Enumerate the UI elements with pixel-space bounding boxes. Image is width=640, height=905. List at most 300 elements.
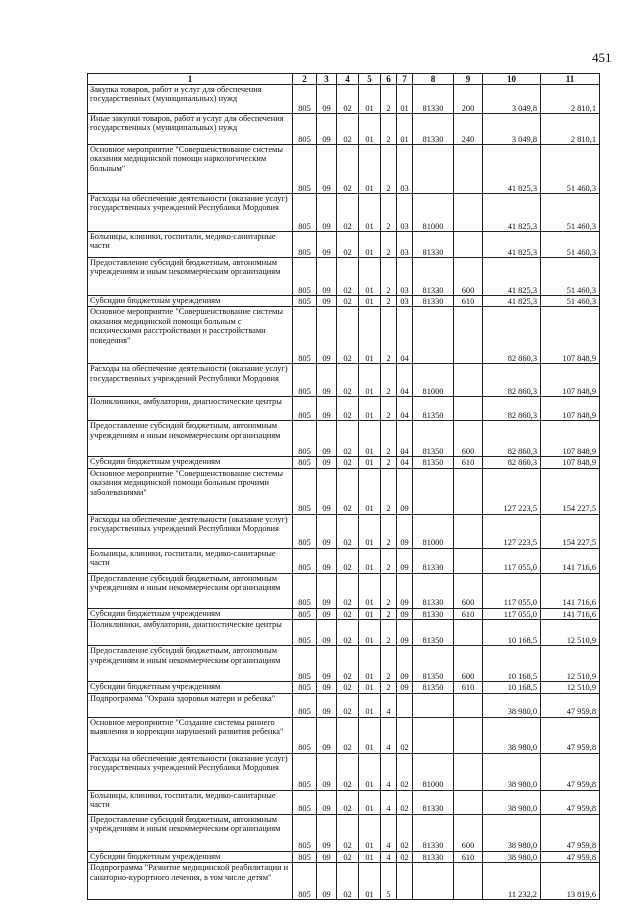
code-event-cell: 02	[397, 790, 413, 814]
code-direction-cell	[413, 717, 454, 753]
code-event-cell: 09	[397, 514, 413, 548]
code-program-cell: 01	[359, 790, 381, 814]
expense-name-cell: Больницы, клиники, госпитали, медико-санитарные части	[88, 548, 293, 573]
code-direction-cell: 81330	[413, 114, 454, 145]
amount-year-2-cell: 12 510,9	[541, 682, 600, 693]
code-subprogram-cell: 2	[381, 194, 397, 232]
table-header-row	[88, 74, 600, 85]
amount-year-2-cell: 141 716,6	[541, 573, 600, 608]
code-subsection-cell: 02	[337, 194, 359, 232]
code-subsection-cell: 02	[337, 364, 359, 397]
code-event-cell: 03	[397, 232, 413, 258]
amount-year-2-cell: 12 510,9	[541, 620, 600, 646]
code-subprogram-cell: 2	[381, 608, 397, 619]
amount-year-1-cell: 117 055,0	[483, 608, 541, 619]
amount-year-1-cell: 38 980,0	[483, 693, 541, 717]
code-grbs-cell: 805	[293, 397, 317, 421]
expense-name-cell: Предоставление субсидий бюджетным, автономным учреждениям и иным некоммерческим организациям	[88, 646, 293, 682]
code-subprogram-cell: 2	[381, 548, 397, 573]
table-row	[88, 114, 600, 145]
table-row	[88, 717, 600, 753]
table-row	[88, 753, 600, 790]
code-expense-type-cell	[454, 468, 483, 514]
amount-year-1-cell: 117 055,0	[483, 548, 541, 573]
code-direction-cell: 81000	[413, 514, 454, 548]
table-row	[88, 258, 600, 296]
code-subsection-cell: 02	[337, 682, 359, 693]
code-section-cell: 09	[317, 421, 337, 457]
table-row	[88, 85, 600, 114]
amount-year-1-cell: 41 825,3	[483, 232, 541, 258]
expense-name-cell: Расходы на обеспечение деятельности (оказание услуг) государственных учреждений Республики Мордовия	[88, 753, 293, 790]
code-direction-cell	[413, 307, 454, 364]
code-subprogram-cell: 4	[381, 790, 397, 814]
table-row	[88, 397, 600, 421]
table-row	[88, 863, 600, 900]
column-header: 11	[541, 74, 600, 85]
amount-year-2-cell: 154 227,5	[541, 514, 600, 548]
amount-year-2-cell: 2 810,1	[541, 85, 600, 114]
amount-year-2-cell: 2 810,1	[541, 114, 600, 145]
code-subprogram-cell: 2	[381, 296, 397, 307]
table-row	[88, 307, 600, 364]
amount-year-1-cell: 82 860,3	[483, 457, 541, 468]
code-event-cell: 04	[397, 397, 413, 421]
amount-year-1-cell: 38 980,0	[483, 851, 541, 862]
code-subsection-cell: 02	[337, 646, 359, 682]
amount-year-2-cell: 47 959,8	[541, 717, 600, 753]
amount-year-2-cell: 12 510,9	[541, 646, 600, 682]
code-event-cell	[397, 693, 413, 717]
code-grbs-cell: 805	[293, 790, 317, 814]
amount-year-2-cell: 51 460,3	[541, 258, 600, 296]
code-direction-cell: 81350	[413, 397, 454, 421]
amount-year-1-cell: 10 168,5	[483, 682, 541, 693]
code-program-cell: 01	[359, 646, 381, 682]
table-row	[88, 646, 600, 682]
code-expense-type-cell: 610	[454, 296, 483, 307]
code-grbs-cell: 805	[293, 646, 317, 682]
code-direction-cell: 81000	[413, 364, 454, 397]
expense-name-cell: Субсидии бюджетным учреждениям	[88, 457, 293, 468]
code-expense-type-cell	[454, 548, 483, 573]
code-direction-cell	[413, 693, 454, 717]
amount-year-1-cell: 38 980,0	[483, 717, 541, 753]
code-subsection-cell: 02	[337, 457, 359, 468]
amount-year-1-cell: 3 049,8	[483, 85, 541, 114]
expense-name-cell: Основное мероприятие "Совершенствование системы оказания медицинской помощи больным прочими заболеваниями"	[88, 468, 293, 514]
code-program-cell: 01	[359, 421, 381, 457]
code-subprogram-cell: 4	[381, 814, 397, 851]
table-row	[88, 682, 600, 693]
table-row	[88, 364, 600, 397]
code-subsection-cell: 02	[337, 397, 359, 421]
code-program-cell: 01	[359, 85, 381, 114]
amount-year-2-cell: 47 959,8	[541, 753, 600, 790]
code-section-cell: 09	[317, 114, 337, 145]
code-subprogram-cell: 2	[381, 258, 397, 296]
code-event-cell: 02	[397, 851, 413, 862]
code-subsection-cell: 02	[337, 620, 359, 646]
code-subsection-cell: 02	[337, 717, 359, 753]
table-row	[88, 421, 600, 457]
code-expense-type-cell	[454, 753, 483, 790]
table-row	[88, 145, 600, 194]
code-section-cell: 09	[317, 717, 337, 753]
table-row	[88, 514, 600, 548]
code-event-cell: 09	[397, 620, 413, 646]
code-direction-cell	[413, 468, 454, 514]
code-program-cell: 01	[359, 863, 381, 900]
amount-year-2-cell: 107 848,9	[541, 397, 600, 421]
expense-name-cell: Субсидии бюджетным учреждениям	[88, 851, 293, 862]
code-expense-type-cell: 610	[454, 457, 483, 468]
code-direction-cell: 81330	[413, 814, 454, 851]
amount-year-1-cell: 38 980,0	[483, 790, 541, 814]
code-expense-type-cell: 600	[454, 646, 483, 682]
code-subprogram-cell: 2	[381, 468, 397, 514]
code-section-cell: 09	[317, 753, 337, 790]
code-subprogram-cell: 2	[381, 682, 397, 693]
code-direction-cell: 81000	[413, 753, 454, 790]
code-event-cell: 04	[397, 457, 413, 468]
code-event-cell: 02	[397, 753, 413, 790]
expense-name-cell: Основное мероприятие "Создание системы раннего выявления и коррекции нарушений развития ребенка"	[88, 717, 293, 753]
table-row	[88, 457, 600, 468]
code-direction-cell: 81350	[413, 421, 454, 457]
amount-year-1-cell: 82 860,3	[483, 307, 541, 364]
code-subsection-cell: 02	[337, 421, 359, 457]
code-program-cell: 01	[359, 232, 381, 258]
code-subsection-cell: 02	[337, 548, 359, 573]
code-grbs-cell: 805	[293, 364, 317, 397]
code-expense-type-cell	[454, 145, 483, 194]
budget-table	[87, 73, 600, 900]
code-program-cell: 01	[359, 194, 381, 232]
code-section-cell: 09	[317, 608, 337, 619]
code-direction-cell: 81350	[413, 682, 454, 693]
amount-year-2-cell: 154 227,5	[541, 468, 600, 514]
code-subprogram-cell: 4	[381, 753, 397, 790]
code-section-cell: 09	[317, 693, 337, 717]
table-row	[88, 548, 600, 573]
expense-name-cell: Поликлиники, амбулатории, диагностические центры	[88, 397, 293, 421]
code-section-cell: 09	[317, 397, 337, 421]
code-section-cell: 09	[317, 514, 337, 548]
code-event-cell: 04	[397, 421, 413, 457]
code-grbs-cell: 805	[293, 421, 317, 457]
code-expense-type-cell	[454, 194, 483, 232]
code-subsection-cell: 02	[337, 307, 359, 364]
table-row	[88, 468, 600, 514]
code-event-cell: 09	[397, 573, 413, 608]
code-direction-cell: 81330	[413, 548, 454, 573]
code-subprogram-cell: 2	[381, 421, 397, 457]
amount-year-1-cell: 82 860,3	[483, 397, 541, 421]
code-subprogram-cell: 2	[381, 85, 397, 114]
amount-year-2-cell: 107 848,9	[541, 457, 600, 468]
code-section-cell: 09	[317, 232, 337, 258]
column-header: 7	[397, 74, 413, 85]
amount-year-2-cell: 51 460,3	[541, 232, 600, 258]
expense-name-cell: Предоставление субсидий бюджетным, автономным учреждениям и иным некоммерческим организациям	[88, 573, 293, 608]
code-program-cell: 01	[359, 364, 381, 397]
code-grbs-cell: 805	[293, 608, 317, 619]
code-subprogram-cell: 2	[381, 364, 397, 397]
code-grbs-cell: 805	[293, 258, 317, 296]
code-section-cell: 09	[317, 646, 337, 682]
amount-year-2-cell: 107 848,9	[541, 307, 600, 364]
code-program-cell: 01	[359, 468, 381, 514]
code-grbs-cell: 805	[293, 232, 317, 258]
code-section-cell: 09	[317, 682, 337, 693]
code-expense-type-cell: 610	[454, 682, 483, 693]
code-program-cell: 01	[359, 693, 381, 717]
expense-name-cell: Поликлиники, амбулатории, диагностические центры	[88, 620, 293, 646]
code-grbs-cell: 805	[293, 468, 317, 514]
code-section-cell: 09	[317, 790, 337, 814]
code-section-cell: 09	[317, 145, 337, 194]
code-program-cell: 01	[359, 145, 381, 194]
amount-year-2-cell: 13 819,6	[541, 863, 600, 900]
code-event-cell: 04	[397, 364, 413, 397]
code-expense-type-cell: 600	[454, 258, 483, 296]
expense-name-cell: Предоставление субсидий бюджетным, автономным учреждениям и иным некоммерческим организациям	[88, 421, 293, 457]
code-event-cell: 01	[397, 85, 413, 114]
code-expense-type-cell: 600	[454, 573, 483, 608]
code-event-cell: 09	[397, 608, 413, 619]
code-grbs-cell: 805	[293, 620, 317, 646]
expense-name-cell: Иные закупки товаров, работ и услуг для обеспечения государственных (муниципальных) нужд	[88, 114, 293, 145]
code-expense-type-cell	[454, 397, 483, 421]
expense-name-cell: Субсидии бюджетным учреждениям	[88, 608, 293, 619]
code-program-cell: 01	[359, 620, 381, 646]
amount-year-2-cell: 141 716,6	[541, 608, 600, 619]
expense-name-cell: Закупка товаров, работ и услуг для обеспечения государственных (муниципальных) нужд	[88, 85, 293, 114]
code-grbs-cell: 805	[293, 851, 317, 862]
code-section-cell: 09	[317, 620, 337, 646]
table-row	[88, 620, 600, 646]
code-subprogram-cell: 4	[381, 851, 397, 862]
code-subprogram-cell: 2	[381, 145, 397, 194]
code-expense-type-cell	[454, 863, 483, 900]
code-grbs-cell: 805	[293, 573, 317, 608]
expense-name-cell: Основное мероприятие "Совершенствование системы оказания медицинской помощи наркологическим больным"	[88, 145, 293, 194]
code-subprogram-cell: 2	[381, 514, 397, 548]
code-subsection-cell: 02	[337, 573, 359, 608]
amount-year-2-cell: 51 460,3	[541, 296, 600, 307]
code-event-cell: 09	[397, 548, 413, 573]
code-expense-type-cell: 600	[454, 814, 483, 851]
code-subprogram-cell: 2	[381, 457, 397, 468]
table-row	[88, 790, 600, 814]
code-direction-cell: 81330	[413, 232, 454, 258]
column-header: 2	[293, 74, 317, 85]
code-direction-cell: 81330	[413, 573, 454, 608]
code-grbs-cell: 805	[293, 457, 317, 468]
code-event-cell: 02	[397, 717, 413, 753]
table-row	[88, 194, 600, 232]
column-header: 9	[454, 74, 483, 85]
code-program-cell: 01	[359, 514, 381, 548]
code-subsection-cell: 02	[337, 232, 359, 258]
code-grbs-cell: 805	[293, 514, 317, 548]
code-expense-type-cell: 610	[454, 851, 483, 862]
code-direction-cell: 81330	[413, 296, 454, 307]
code-subprogram-cell: 4	[381, 717, 397, 753]
code-section-cell: 09	[317, 296, 337, 307]
code-expense-type-cell	[454, 514, 483, 548]
code-direction-cell: 81330	[413, 85, 454, 114]
amount-year-2-cell: 51 460,3	[541, 145, 600, 194]
code-direction-cell	[413, 145, 454, 194]
table-row	[88, 296, 600, 307]
code-event-cell: 03	[397, 194, 413, 232]
code-section-cell: 09	[317, 85, 337, 114]
code-expense-type-cell: 240	[454, 114, 483, 145]
table-row	[88, 232, 600, 258]
expense-name-cell: Расходы на обеспечение деятельности (оказание услуг) государственных учреждений Республики Мордовия	[88, 364, 293, 397]
expense-name-cell: Расходы на обеспечение деятельности (оказание услуг) государственных учреждений Республики Мордовия	[88, 514, 293, 548]
code-program-cell: 01	[359, 114, 381, 145]
code-grbs-cell: 805	[293, 682, 317, 693]
amount-year-1-cell: 41 825,3	[483, 296, 541, 307]
code-section-cell: 09	[317, 258, 337, 296]
column-header: 3	[317, 74, 337, 85]
code-section-cell: 09	[317, 863, 337, 900]
expense-name-cell: Расходы на обеспечение деятельности (оказание услуг) государственных учреждений Республики Мордовия	[88, 194, 293, 232]
code-section-cell: 09	[317, 851, 337, 862]
code-subsection-cell: 02	[337, 114, 359, 145]
code-grbs-cell: 805	[293, 85, 317, 114]
expense-name-cell: Предоставление субсидий бюджетным, автономным учреждениям и иным некоммерческим организациям	[88, 814, 293, 851]
amount-year-2-cell: 107 848,9	[541, 421, 600, 457]
code-subprogram-cell: 2	[381, 307, 397, 364]
code-expense-type-cell	[454, 693, 483, 717]
table-row	[88, 851, 600, 862]
code-subprogram-cell: 2	[381, 232, 397, 258]
code-event-cell: 02	[397, 814, 413, 851]
code-section-cell: 09	[317, 194, 337, 232]
expense-name-cell: Субсидии бюджетным учреждениям	[88, 296, 293, 307]
amount-year-2-cell: 47 959,8	[541, 790, 600, 814]
column-header: 6	[381, 74, 397, 85]
code-program-cell: 01	[359, 682, 381, 693]
code-program-cell: 01	[359, 753, 381, 790]
code-section-cell: 09	[317, 307, 337, 364]
code-subsection-cell: 02	[337, 693, 359, 717]
code-section-cell: 09	[317, 364, 337, 397]
column-header: 8	[413, 74, 454, 85]
code-section-cell: 09	[317, 573, 337, 608]
code-section-cell: 09	[317, 548, 337, 573]
expense-name-cell: Подпрограмма "Охрана здоровья матери и ребенка"	[88, 693, 293, 717]
code-program-cell: 01	[359, 573, 381, 608]
code-program-cell: 01	[359, 814, 381, 851]
code-expense-type-cell	[454, 790, 483, 814]
code-grbs-cell: 805	[293, 814, 317, 851]
expense-name-cell: Предоставление субсидий бюджетным, автономным учреждениям и иным некоммерческим организациям	[88, 258, 293, 296]
amount-year-1-cell: 11 232,2	[483, 863, 541, 900]
table-row	[88, 814, 600, 851]
code-section-cell: 09	[317, 468, 337, 514]
amount-year-1-cell: 10 168,5	[483, 646, 541, 682]
code-direction-cell: 81330	[413, 790, 454, 814]
code-subprogram-cell: 2	[381, 114, 397, 145]
amount-year-1-cell: 3 049,8	[483, 114, 541, 145]
code-direction-cell: 81330	[413, 851, 454, 862]
code-subsection-cell: 02	[337, 296, 359, 307]
code-event-cell: 09	[397, 468, 413, 514]
code-subprogram-cell: 4	[381, 693, 397, 717]
code-grbs-cell: 805	[293, 548, 317, 573]
amount-year-1-cell: 10 168,5	[483, 620, 541, 646]
code-event-cell: 03	[397, 145, 413, 194]
code-event-cell: 03	[397, 258, 413, 296]
code-program-cell: 01	[359, 397, 381, 421]
code-subprogram-cell: 5	[381, 863, 397, 900]
code-program-cell: 01	[359, 457, 381, 468]
code-direction-cell: 81350	[413, 457, 454, 468]
column-header: 10	[483, 74, 541, 85]
amount-year-2-cell: 47 959,8	[541, 851, 600, 862]
code-expense-type-cell	[454, 364, 483, 397]
amount-year-1-cell: 38 980,0	[483, 753, 541, 790]
expense-name-cell: Основное мероприятие "Совершенствование системы оказания медицинской помощи больным с психическими расстройствами и расстройствами поведения"	[88, 307, 293, 364]
table-row	[88, 693, 600, 717]
code-grbs-cell: 805	[293, 114, 317, 145]
code-subsection-cell: 02	[337, 863, 359, 900]
table-row	[88, 573, 600, 608]
amount-year-2-cell: 51 460,3	[541, 194, 600, 232]
code-subsection-cell: 02	[337, 258, 359, 296]
amount-year-2-cell: 47 959,8	[541, 693, 600, 717]
code-expense-type-cell: 200	[454, 85, 483, 114]
code-program-cell: 01	[359, 608, 381, 619]
amount-year-1-cell: 38 980,0	[483, 814, 541, 851]
code-direction-cell: 81330	[413, 258, 454, 296]
amount-year-1-cell: 41 825,3	[483, 145, 541, 194]
expense-name-cell: Подпрограмма "Развитие медицинской реабилитации и санаторно-курортного лечения, в том числе детям"	[88, 863, 293, 900]
code-grbs-cell: 805	[293, 693, 317, 717]
code-grbs-cell: 805	[293, 307, 317, 364]
code-expense-type-cell	[454, 232, 483, 258]
expense-name-cell: Больницы, клиники, госпитали, медико-санитарные части	[88, 790, 293, 814]
code-subsection-cell: 02	[337, 145, 359, 194]
code-grbs-cell: 805	[293, 194, 317, 232]
amount-year-1-cell: 41 825,3	[483, 194, 541, 232]
code-section-cell: 09	[317, 814, 337, 851]
amount-year-1-cell: 117 055,0	[483, 573, 541, 608]
code-expense-type-cell	[454, 620, 483, 646]
code-grbs-cell: 805	[293, 753, 317, 790]
code-program-cell: 01	[359, 296, 381, 307]
code-subsection-cell: 02	[337, 790, 359, 814]
table-body	[88, 85, 600, 900]
code-subsection-cell: 02	[337, 753, 359, 790]
code-program-cell: 01	[359, 851, 381, 862]
code-grbs-cell: 805	[293, 296, 317, 307]
page-number: 451	[592, 50, 612, 65]
code-event-cell: 04	[397, 307, 413, 364]
amount-year-1-cell: 82 860,3	[483, 364, 541, 397]
code-event-cell: 01	[397, 114, 413, 145]
amount-year-1-cell: 82 860,3	[483, 421, 541, 457]
code-direction-cell: 81350	[413, 620, 454, 646]
code-program-cell: 01	[359, 548, 381, 573]
table-row	[88, 608, 600, 619]
expense-name-cell: Больницы, клиники, госпитали, медико-санитарные части	[88, 232, 293, 258]
